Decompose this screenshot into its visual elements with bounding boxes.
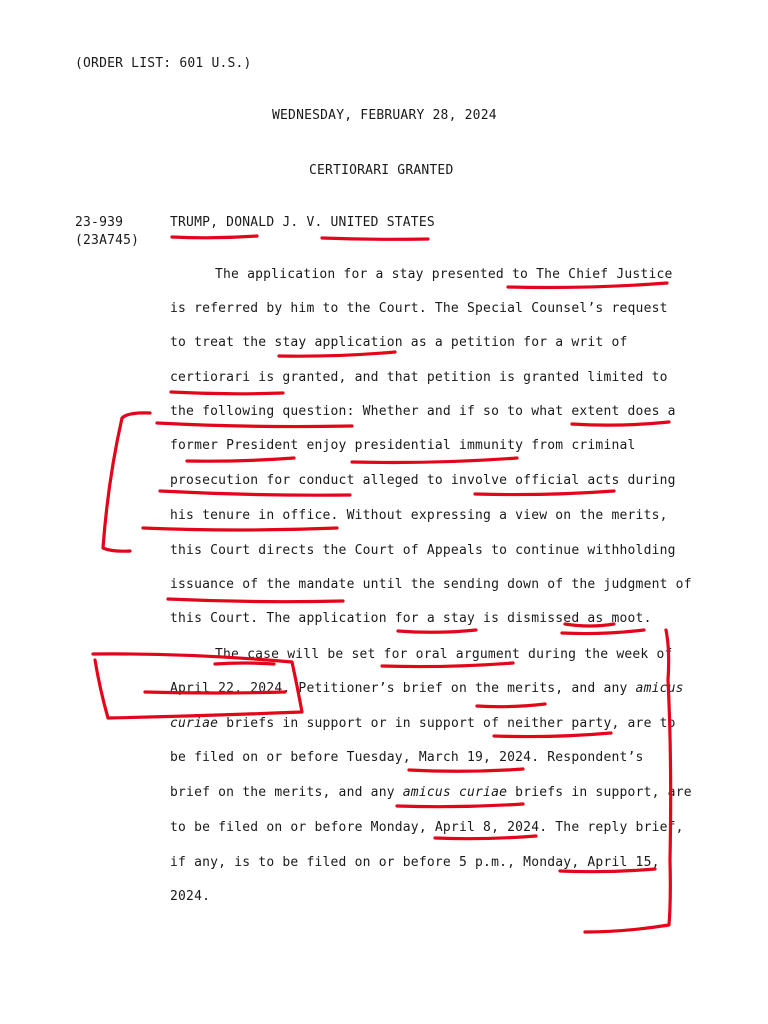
underline-mark <box>562 630 644 634</box>
underline-mark <box>172 236 257 238</box>
underline-mark <box>322 238 428 239</box>
body-line: certiorari is granted, and that petition is granted limited to <box>170 370 668 385</box>
body-line: be filed on or before Tuesday, March 19, 2024. Respondent’s <box>170 750 644 765</box>
application-number: (23A745) <box>75 233 140 248</box>
body-line: is referred by him to the Court. The Special Counsel’s request <box>170 301 668 316</box>
body-line: to be filed on or before Monday, April 8, 2024. The reply brief, <box>170 820 684 835</box>
underline-mark <box>435 836 536 839</box>
underline-mark <box>382 663 513 667</box>
body-line: The application for a stay presented to The Chief Justice <box>215 267 673 282</box>
underline-mark <box>160 491 350 495</box>
underline-mark <box>352 458 517 463</box>
body-line: if any, is to be filed on or before 5 p.m., Monday, April 15, <box>170 855 660 870</box>
bracket-mark <box>585 630 671 932</box>
italic-term: curiae <box>170 716 219 731</box>
underline-mark <box>279 352 395 356</box>
underline-mark <box>187 458 294 461</box>
underline-mark <box>409 769 523 771</box>
body-text: briefs in support or in support of neither party, are to <box>218 716 676 731</box>
italic-term: amicus <box>635 681 684 696</box>
section-heading: CERTIORARI GRANTED <box>309 163 454 178</box>
bracket-mark <box>103 413 150 551</box>
underline-mark <box>157 423 352 427</box>
docket-number: 23-939 <box>75 215 124 230</box>
underline-mark <box>398 630 476 632</box>
body-line: 2024. <box>170 889 211 904</box>
underline-mark <box>477 704 545 707</box>
body-text: brief on the merits, and any <box>170 785 403 800</box>
underline-mark <box>171 392 283 394</box>
underline-mark <box>215 663 274 664</box>
underline-mark <box>572 422 669 425</box>
body-text: April 22, 2024. Petitioner’s brief on the merits, and any <box>170 681 636 696</box>
underline-mark <box>494 733 611 737</box>
body-line: this Court directs the Court of Appeals to continue withholding <box>170 543 676 558</box>
body-line <box>170 716 676 731</box>
underline-mark <box>168 599 343 602</box>
body-line <box>170 785 692 800</box>
body-line: to treat the stay application as a petition for a writ of <box>170 335 628 350</box>
body-line: The case will be set for oral argument during the week of <box>215 647 673 662</box>
body-line: prosecution for conduct alleged to involve official acts during <box>170 473 676 488</box>
underline-mark <box>508 283 667 288</box>
body-line: his tenure in office. Without expressing a view on the merits, <box>170 508 668 523</box>
body-line: the following question: Whether and if so to what extent does a <box>170 404 676 419</box>
underline-mark <box>397 804 523 807</box>
order-list-label: (ORDER LIST: 601 U.S.) <box>75 56 252 71</box>
italic-term: amicus curiae <box>402 785 508 800</box>
body-text: briefs in support, are <box>507 785 692 800</box>
case-caption: TRUMP, DONALD J. V. UNITED STATES <box>170 215 435 230</box>
body-line: former President enjoy presidential immunity from criminal <box>170 438 636 453</box>
body-line: this Court. The application for a stay is dismissed as moot. <box>170 611 652 626</box>
order-date: WEDNESDAY, FEBRUARY 28, 2024 <box>272 108 497 123</box>
underline-mark <box>143 528 337 530</box>
underline-mark <box>475 491 614 495</box>
body-line <box>170 681 684 696</box>
body-line: issuance of the mandate until the sending down of the judgment of <box>170 577 692 592</box>
